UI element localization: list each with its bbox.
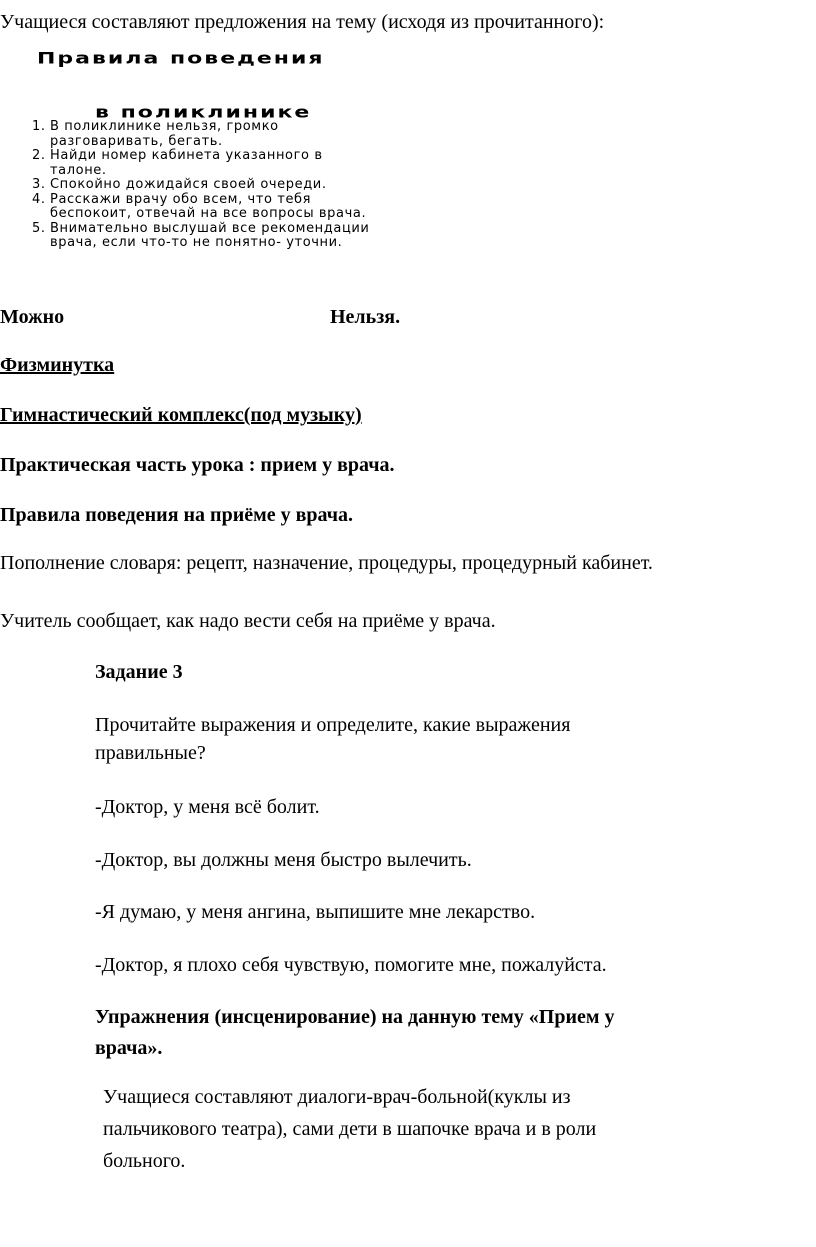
task-question-line2: правильные? [95, 742, 206, 764]
gymnastics-heading: Гимнастический комплекс(под музыку) [0, 404, 362, 426]
phrase-item: -Доктор, вы должны меня быстро вылечить. [95, 849, 472, 871]
rules-list-item: 4. Расскажи врачу обо всем, что тебя беспокоит, отвечай на все вопросы врача. [32, 191, 367, 221]
teacher-text: Учитель сообщает, как надо вести себя на приёме у врача. [0, 610, 496, 632]
rules-image [25, 40, 430, 262]
rules-list-item: 2. Найди номер кабинета указанного в талоне. [32, 148, 323, 178]
exercises-line1: Упражнения (инсценирование) на данную тему «Прием у [95, 1006, 615, 1028]
rules-image-title-line2: в поликлинике [95, 104, 312, 122]
dialog-line2: пальчикового театра), сами дети в шапочке врача и в роли [103, 1118, 597, 1140]
rules-doctor-heading: Правила поведения на приёме у врача. [0, 504, 353, 526]
rules-list-item: 3. Спокойно дожидайся своей очереди. [32, 177, 327, 192]
task-title: Задание 3 [95, 661, 183, 683]
fizminutka-heading: Физминутка [0, 354, 115, 376]
task-question-line1: Прочитайте выражения и определите, какие выражения [95, 714, 571, 736]
exercises-line2: врача». [95, 1037, 163, 1059]
practical-heading: Практическая часть урока : прием у врача. [0, 454, 395, 476]
cannot-label: Нельзя. [330, 306, 401, 328]
phrase-item: -Доктор, у меня всё болит. [95, 796, 320, 818]
intro-text: Учащиеся составляют предложения на тему (исходя из прочитанного): [0, 11, 605, 33]
rules-list-item: 5. Внимательно выслушай все рекомендации врача, если что-то не понятно- уточни. [32, 220, 370, 250]
dialog-line3: больного. [103, 1150, 186, 1172]
dialog-line1: Учащиеся составляют диалоги-врач-больной(куклы из [103, 1086, 571, 1108]
rules-list [32, 120, 370, 251]
rules-image-title-line1: Правила поведения [37, 50, 325, 68]
rules-list-item: 1. В поликлинике нельзя, громко разговаривать, бегать. [32, 119, 279, 149]
phrase-item: -Я думаю, у меня ангина, выпишите мне лекарство. [95, 901, 536, 923]
vocabulary-text: Пополнение словаря: рецепт, назначение, процедуры, процедурный кабинет. [0, 552, 653, 574]
phrase-item: -Доктор, я плохо себя чувствую, помогите мне, пожалуйста. [95, 954, 607, 976]
can-label: Можно [0, 306, 65, 328]
